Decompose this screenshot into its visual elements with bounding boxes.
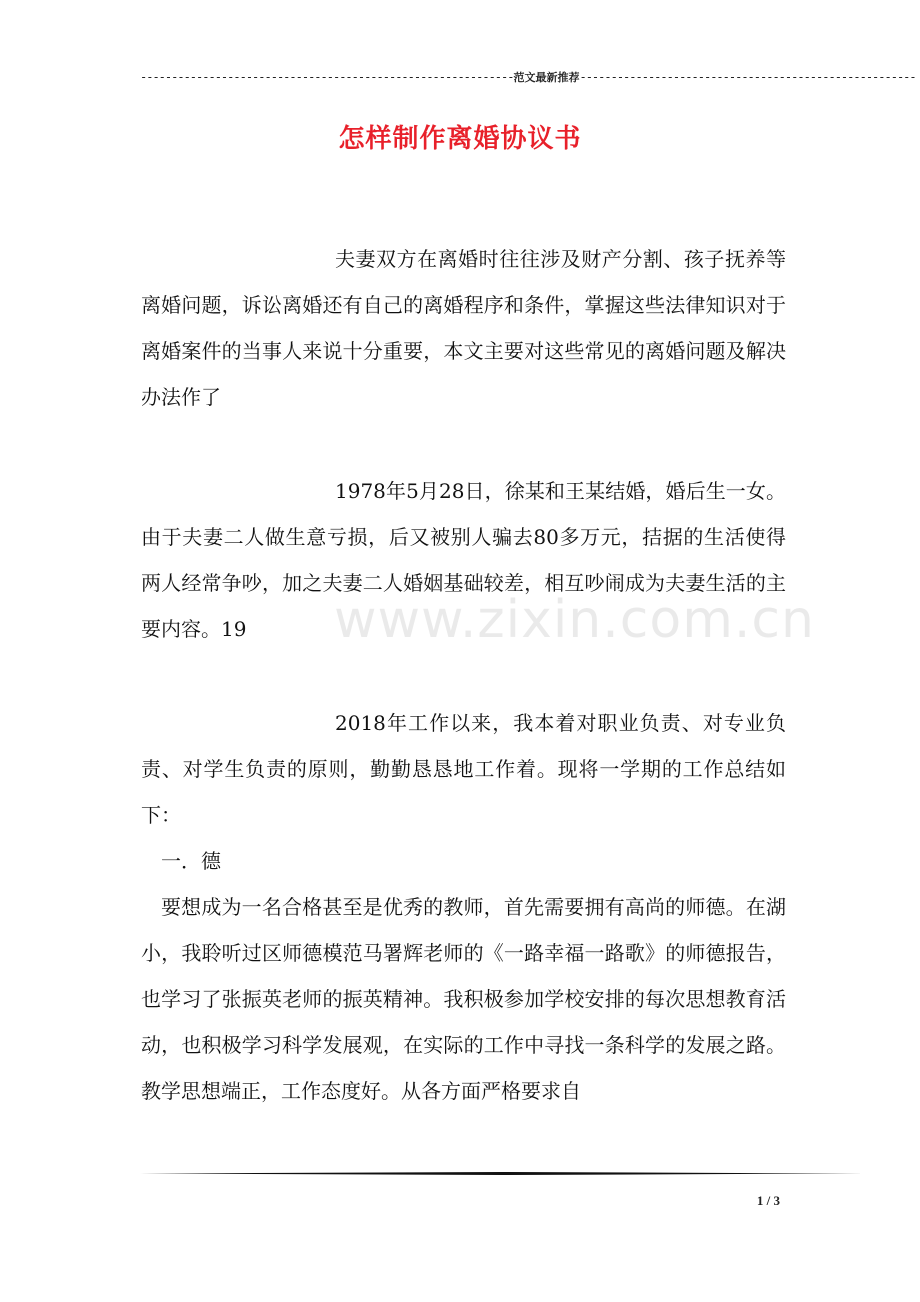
paragraph-case: 1978年5月28日，徐某和王某结婚，婚后生一女。由于夫妻二人做生意亏损，后又被别人骗去80多万元，拮据的生活使得两人经常争吵，加之夫妻二人婚姻基础较差，相互吵闹成为夫妻生活的主要内容。19 bbox=[141, 479, 786, 641]
document-body bbox=[141, 236, 786, 1114]
document-title: 怎样制作离婚协议书 bbox=[338, 124, 582, 154]
paragraph-work-summary: 2018年工作以来，我本着对职业负责、对专业负责、对学生负责的原则，勤勤恳恳地工作着。现将一学期的工作总结如下： bbox=[141, 711, 786, 827]
footer-divider bbox=[140, 1172, 864, 1175]
header-dashes-right: ------------------------------------------------------ bbox=[579, 70, 916, 84]
section-heading-de: 一．德 bbox=[161, 849, 221, 873]
watermark-text: www.zixin.com.cn bbox=[334, 590, 815, 650]
paragraph-ethics: 要想成为一名合格甚至是优秀的教师，首先需要拥有高尚的师德。在湖小，我聆听过区师德模范马署辉老师的《一路幸福一路歌》的师德报告，也学习了张振英老师的振英精神。我积极参加学校安排的每次思想教育活动，也积极学习科学发展观，在实际的工作中寻找一条科学的发展之路。教学思想端正，工作态度好。从各方面严格要求自 bbox=[141, 895, 786, 1103]
header-label: 范文最新推荐 bbox=[513, 71, 580, 84]
paragraph-intro: 夫妻双方在离婚时往往涉及财产分割、孩子抚养等离婚问题，诉讼离婚还有自己的离婚程序和条件，掌握这些法律知识对于离婚案件的当事人来说十分重要，本文主要对这些常见的离婚问题及解决办法作了 bbox=[141, 247, 786, 409]
header-rule bbox=[140, 70, 916, 85]
page-number: 1 / 3 bbox=[756, 1193, 780, 1208]
header-dashes-left: ------------------------------------------------------------ bbox=[140, 70, 514, 84]
